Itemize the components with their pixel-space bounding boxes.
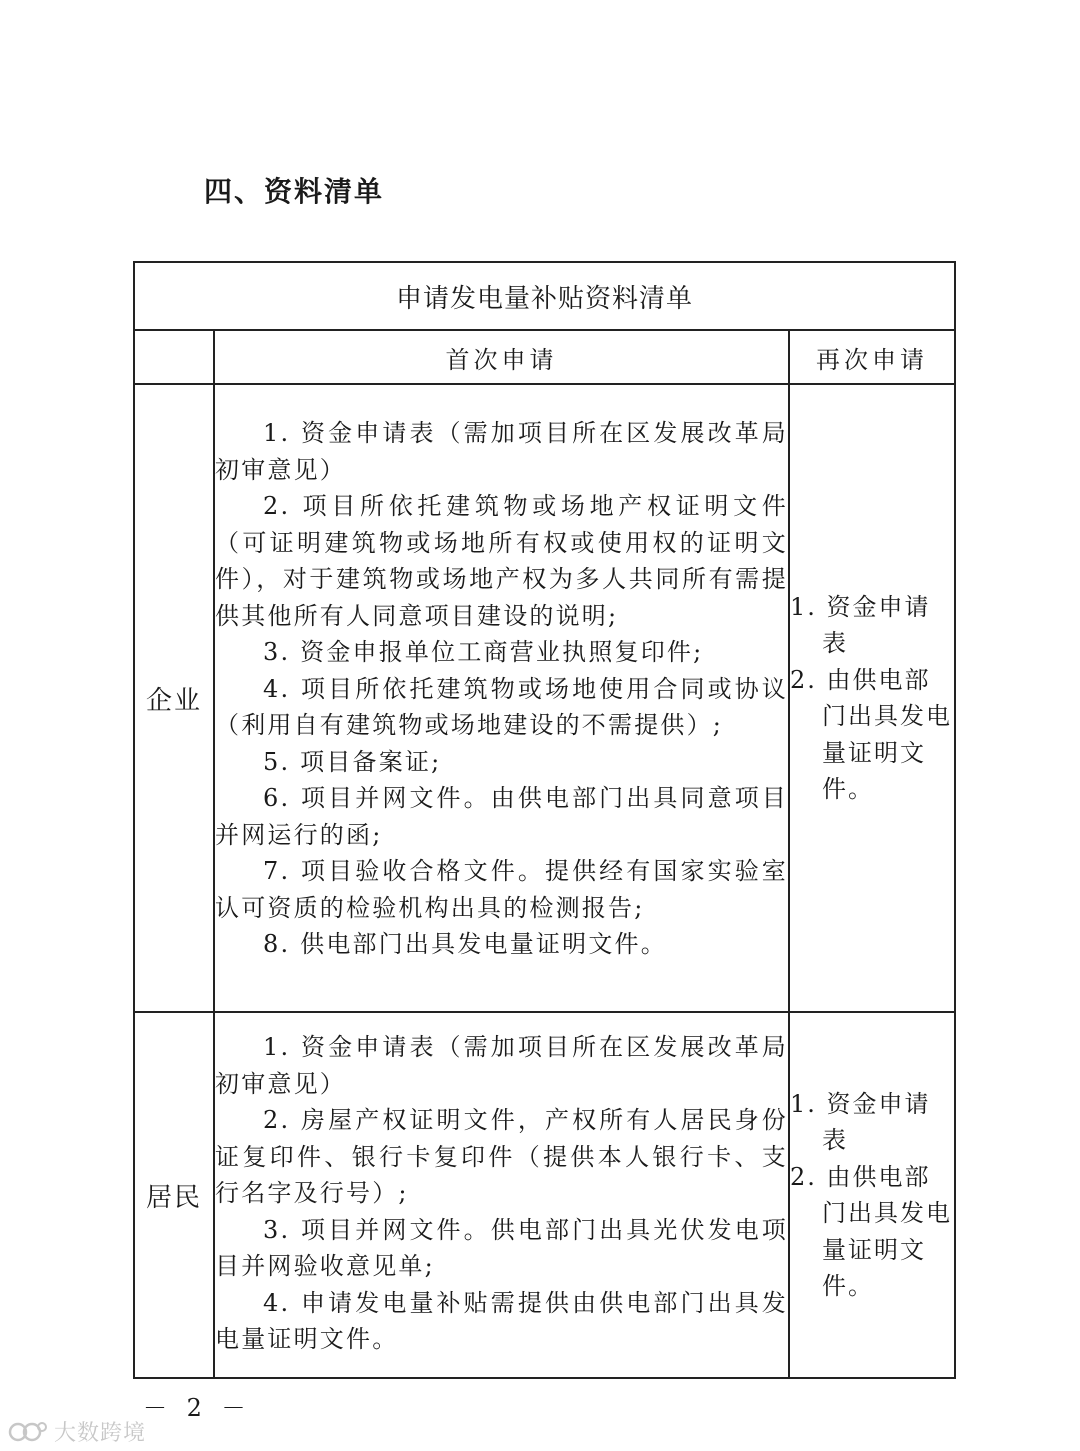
header-first-application: 首次申请 <box>214 330 789 384</box>
materials-table <box>133 261 956 1379</box>
watermark <box>8 1416 146 1447</box>
list-item: 4. 申请发电量补贴需提供由供电部门出具发电量证明文件。 <box>215 1288 788 1353</box>
section-heading: 四、资料清单 <box>204 175 385 208</box>
list-item: 6. 项目并网文件。由供电部门出具同意项目并网运行的函; <box>215 784 788 849</box>
category-resident: 居民 <box>134 1012 214 1378</box>
repeat-application-list <box>789 384 955 1012</box>
list-item: 5. 项目备案证; <box>263 747 442 776</box>
table-title: 申请发电量补贴资料清单 <box>134 262 955 330</box>
repeat-application-list <box>789 1012 955 1378</box>
first-application-list <box>214 384 789 1012</box>
list-item: 4. 项目所依托建筑物或场地使用合同或协议（利用自有建筑物或场地建设的不需提供）; <box>215 674 788 739</box>
table-row-resident <box>134 1012 955 1378</box>
list-item: 8. 供电部门出具发电量证明文件。 <box>263 930 667 958</box>
list-item: 3. 资金申报单位工商营业执照复印件; <box>263 638 704 666</box>
watermark-logo-icon <box>8 1418 48 1446</box>
table-row-enterprise <box>134 384 955 1012</box>
page-number: － 2 － <box>143 1394 252 1422</box>
list-item: 1. 资金申请表 <box>790 1089 931 1154</box>
list-item: 2. 项目所依托建筑物或场地产权证明文件（可证明建筑物或场地所有权或使用权的证明文件），对于建筑物或场地产权为多人共同所有需提供其他所有人同意项目建设的说明; <box>215 492 788 630</box>
watermark-text: 大数跨境 <box>54 1421 147 1446</box>
header-blank <box>134 330 214 384</box>
header-repeat-application: 再次申请 <box>789 330 955 384</box>
list-item: 2. 房屋产权证明文件，产权所有人居民身份证复印件、银行卡复印件（提供本人银行卡、支行名字及行号）; <box>215 1106 788 1207</box>
first-application-list <box>214 1012 789 1378</box>
list-item: 7. 项目验收合格文件。提供经有国家实验室认可资质的检验机构出具的检测报告; <box>215 857 788 922</box>
list-item: 3. 项目并网文件。供电部门出具光伏发电项目并网验收意见单; <box>215 1215 788 1280</box>
list-item: 1. 资金申请表 <box>790 592 931 657</box>
list-item: 2. 由供电部门出具发电量证明文件。 <box>790 1162 952 1300</box>
list-item: 1. 资金申请表（需加项目所在区发展改革局初审意见） <box>215 1033 788 1098</box>
category-enterprise: 企业 <box>134 384 214 1012</box>
list-item: 1. 资金申请表（需加项目所在区发展改革局初审意见） <box>215 419 788 484</box>
list-item: 2. 由供电部门出具发电量证明文件。 <box>790 665 952 803</box>
